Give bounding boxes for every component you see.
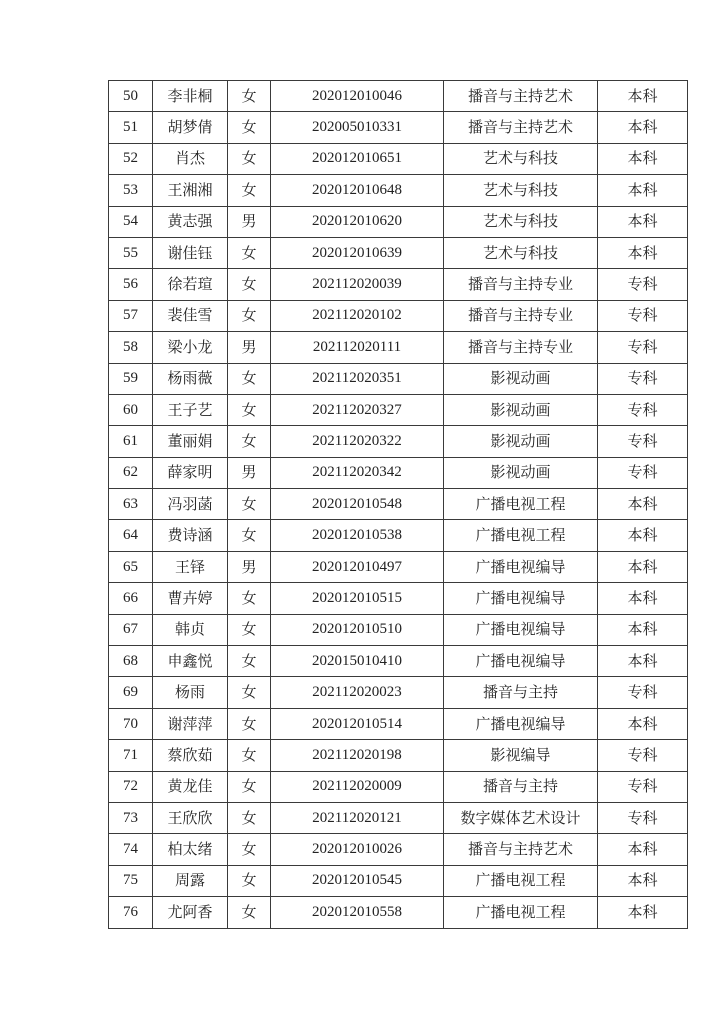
gender-cell: 女: [228, 394, 271, 425]
gender-cell: 女: [228, 834, 271, 865]
major-cell: 数字媒体艺术设计: [444, 802, 598, 833]
student-id-cell: 202012010545: [271, 865, 444, 896]
gender-cell: 女: [228, 740, 271, 771]
student-id-cell: 202112020327: [271, 394, 444, 425]
education-level-cell: 专科: [598, 269, 688, 300]
major-cell: 播音与主持: [444, 771, 598, 802]
education-level-cell: 本科: [598, 489, 688, 520]
major-cell: 影视动画: [444, 363, 598, 394]
major-cell: 广播电视编导: [444, 646, 598, 677]
gender-cell: 女: [228, 583, 271, 614]
education-level-cell: 本科: [598, 551, 688, 582]
student-name-cell: 申鑫悦: [153, 646, 228, 677]
row-number-cell: 69: [109, 677, 153, 708]
row-number-cell: 65: [109, 551, 153, 582]
education-level-cell: 本科: [598, 143, 688, 174]
education-level-cell: 专科: [598, 363, 688, 394]
student-id-cell: 202112020351: [271, 363, 444, 394]
student-name-cell: 周露: [153, 865, 228, 896]
row-number-cell: 52: [109, 143, 153, 174]
education-level-cell: 本科: [598, 897, 688, 928]
student-id-cell: 202112020322: [271, 426, 444, 457]
table-row: [109, 771, 688, 802]
table-row: [109, 175, 688, 206]
major-cell: 影视动画: [444, 457, 598, 488]
student-name-cell: 胡梦倩: [153, 112, 228, 143]
student-id-cell: 202012010620: [271, 206, 444, 237]
row-number-cell: 51: [109, 112, 153, 143]
student-id-cell: 202112020023: [271, 677, 444, 708]
education-level-cell: 本科: [598, 520, 688, 551]
student-list-table: [108, 80, 688, 929]
gender-cell: 女: [228, 802, 271, 833]
row-number-cell: 71: [109, 740, 153, 771]
major-cell: 广播电视编导: [444, 708, 598, 739]
student-name-cell: 肖杰: [153, 143, 228, 174]
table-row: [109, 834, 688, 865]
table-row: [109, 112, 688, 143]
row-number-cell: 75: [109, 865, 153, 896]
major-cell: 播音与主持艺术: [444, 81, 598, 112]
major-cell: 广播电视工程: [444, 897, 598, 928]
row-number-cell: 60: [109, 394, 153, 425]
student-name-cell: 谢佳钰: [153, 237, 228, 268]
row-number-cell: 57: [109, 300, 153, 331]
major-cell: 广播电视工程: [444, 489, 598, 520]
table-row: [109, 237, 688, 268]
table-row: [109, 143, 688, 174]
table-row: [109, 520, 688, 551]
major-cell: 影视动画: [444, 426, 598, 457]
table-row: [109, 865, 688, 896]
student-name-cell: 梁小龙: [153, 332, 228, 363]
student-id-cell: 202012010548: [271, 489, 444, 520]
row-number-cell: 74: [109, 834, 153, 865]
gender-cell: 女: [228, 677, 271, 708]
major-cell: 艺术与科技: [444, 206, 598, 237]
gender-cell: 女: [228, 112, 271, 143]
student-name-cell: 曹卉婷: [153, 583, 228, 614]
student-id-cell: 202112020039: [271, 269, 444, 300]
row-number-cell: 61: [109, 426, 153, 457]
row-number-cell: 76: [109, 897, 153, 928]
education-level-cell: 本科: [598, 614, 688, 645]
gender-cell: 男: [228, 332, 271, 363]
major-cell: 播音与主持专业: [444, 332, 598, 363]
student-name-cell: 韩贞: [153, 614, 228, 645]
education-level-cell: 本科: [598, 583, 688, 614]
table-row: [109, 489, 688, 520]
table-row: [109, 551, 688, 582]
major-cell: 艺术与科技: [444, 175, 598, 206]
student-name-cell: 王湘湘: [153, 175, 228, 206]
student-name-cell: 杨雨薇: [153, 363, 228, 394]
major-cell: 播音与主持专业: [444, 269, 598, 300]
major-cell: 艺术与科技: [444, 237, 598, 268]
education-level-cell: 本科: [598, 175, 688, 206]
student-name-cell: 黄龙佳: [153, 771, 228, 802]
education-level-cell: 本科: [598, 708, 688, 739]
gender-cell: 女: [228, 897, 271, 928]
student-name-cell: 蔡欣茹: [153, 740, 228, 771]
major-cell: 广播电视工程: [444, 520, 598, 551]
student-name-cell: 费诗涵: [153, 520, 228, 551]
row-number-cell: 64: [109, 520, 153, 551]
student-name-cell: 董丽娟: [153, 426, 228, 457]
major-cell: 广播电视编导: [444, 614, 598, 645]
education-level-cell: 本科: [598, 206, 688, 237]
student-id-cell: 202012010514: [271, 708, 444, 739]
gender-cell: 女: [228, 81, 271, 112]
gender-cell: 女: [228, 646, 271, 677]
major-cell: 广播电视编导: [444, 551, 598, 582]
education-level-cell: 专科: [598, 332, 688, 363]
student-id-cell: 202012010497: [271, 551, 444, 582]
gender-cell: 女: [228, 237, 271, 268]
student-id-cell: 202112020121: [271, 802, 444, 833]
student-id-cell: 202012010651: [271, 143, 444, 174]
row-number-cell: 58: [109, 332, 153, 363]
table-row: [109, 332, 688, 363]
education-level-cell: 本科: [598, 834, 688, 865]
row-number-cell: 50: [109, 81, 153, 112]
education-level-cell: 专科: [598, 300, 688, 331]
education-level-cell: 专科: [598, 802, 688, 833]
major-cell: 艺术与科技: [444, 143, 598, 174]
gender-cell: 女: [228, 865, 271, 896]
row-number-cell: 70: [109, 708, 153, 739]
student-name-cell: 王子艺: [153, 394, 228, 425]
gender-cell: 女: [228, 708, 271, 739]
student-name-cell: 王欣欣: [153, 802, 228, 833]
row-number-cell: 63: [109, 489, 153, 520]
gender-cell: 男: [228, 551, 271, 582]
gender-cell: 女: [228, 520, 271, 551]
student-id-cell: 202015010410: [271, 646, 444, 677]
table-row: [109, 802, 688, 833]
gender-cell: 女: [228, 300, 271, 331]
major-cell: 播音与主持专业: [444, 300, 598, 331]
gender-cell: 女: [228, 771, 271, 802]
student-id-cell: 202112020102: [271, 300, 444, 331]
student-id-cell: 202012010538: [271, 520, 444, 551]
table-row: [109, 81, 688, 112]
student-id-cell: 202012010515: [271, 583, 444, 614]
major-cell: 影视编导: [444, 740, 598, 771]
education-level-cell: 本科: [598, 81, 688, 112]
student-id-cell: 202012010558: [271, 897, 444, 928]
education-level-cell: 专科: [598, 457, 688, 488]
student-name-cell: 尤阿香: [153, 897, 228, 928]
student-name-cell: 李非桐: [153, 81, 228, 112]
education-level-cell: 专科: [598, 426, 688, 457]
student-name-cell: 柏太绪: [153, 834, 228, 865]
table-row: [109, 708, 688, 739]
major-cell: 播音与主持艺术: [444, 112, 598, 143]
education-level-cell: 专科: [598, 771, 688, 802]
gender-cell: 女: [228, 489, 271, 520]
student-id-cell: 202012010046: [271, 81, 444, 112]
table-row: [109, 583, 688, 614]
education-level-cell: 本科: [598, 112, 688, 143]
student-name-cell: 裴佳雪: [153, 300, 228, 331]
student-id-cell: 202012010639: [271, 237, 444, 268]
education-level-cell: 专科: [598, 394, 688, 425]
gender-cell: 男: [228, 457, 271, 488]
student-name-cell: 黄志强: [153, 206, 228, 237]
table-row: [109, 614, 688, 645]
table-row: [109, 206, 688, 237]
table-body: [109, 81, 688, 929]
major-cell: 影视动画: [444, 394, 598, 425]
student-name-cell: 冯羽菡: [153, 489, 228, 520]
gender-cell: 女: [228, 426, 271, 457]
table-row: [109, 897, 688, 928]
student-id-cell: 202112020111: [271, 332, 444, 363]
row-number-cell: 54: [109, 206, 153, 237]
student-name-cell: 王铎: [153, 551, 228, 582]
row-number-cell: 68: [109, 646, 153, 677]
row-number-cell: 72: [109, 771, 153, 802]
table-row: [109, 646, 688, 677]
gender-cell: 女: [228, 175, 271, 206]
major-cell: 广播电视工程: [444, 865, 598, 896]
table-row: [109, 269, 688, 300]
row-number-cell: 66: [109, 583, 153, 614]
education-level-cell: 本科: [598, 646, 688, 677]
row-number-cell: 55: [109, 237, 153, 268]
student-name-cell: 薛家明: [153, 457, 228, 488]
major-cell: 广播电视编导: [444, 583, 598, 614]
row-number-cell: 67: [109, 614, 153, 645]
row-number-cell: 73: [109, 802, 153, 833]
education-level-cell: 本科: [598, 865, 688, 896]
education-level-cell: 专科: [598, 740, 688, 771]
gender-cell: 男: [228, 206, 271, 237]
major-cell: 播音与主持艺术: [444, 834, 598, 865]
gender-cell: 女: [228, 614, 271, 645]
row-number-cell: 59: [109, 363, 153, 394]
table-row: [109, 677, 688, 708]
gender-cell: 女: [228, 363, 271, 394]
row-number-cell: 62: [109, 457, 153, 488]
student-name-cell: 谢萍萍: [153, 708, 228, 739]
table-row: [109, 740, 688, 771]
table-row: [109, 457, 688, 488]
student-id-cell: 202012010510: [271, 614, 444, 645]
row-number-cell: 53: [109, 175, 153, 206]
education-level-cell: 专科: [598, 677, 688, 708]
gender-cell: 女: [228, 269, 271, 300]
education-level-cell: 本科: [598, 237, 688, 268]
student-id-cell: 202112020009: [271, 771, 444, 802]
student-name-cell: 杨雨: [153, 677, 228, 708]
table-row: [109, 300, 688, 331]
student-id-cell: 202012010648: [271, 175, 444, 206]
student-id-cell: 202005010331: [271, 112, 444, 143]
table-row: [109, 394, 688, 425]
table-row: [109, 426, 688, 457]
gender-cell: 女: [228, 143, 271, 174]
student-id-cell: 202012010026: [271, 834, 444, 865]
major-cell: 播音与主持: [444, 677, 598, 708]
row-number-cell: 56: [109, 269, 153, 300]
student-id-cell: 202112020198: [271, 740, 444, 771]
table-row: [109, 363, 688, 394]
student-id-cell: 202112020342: [271, 457, 444, 488]
student-name-cell: 徐若瑄: [153, 269, 228, 300]
